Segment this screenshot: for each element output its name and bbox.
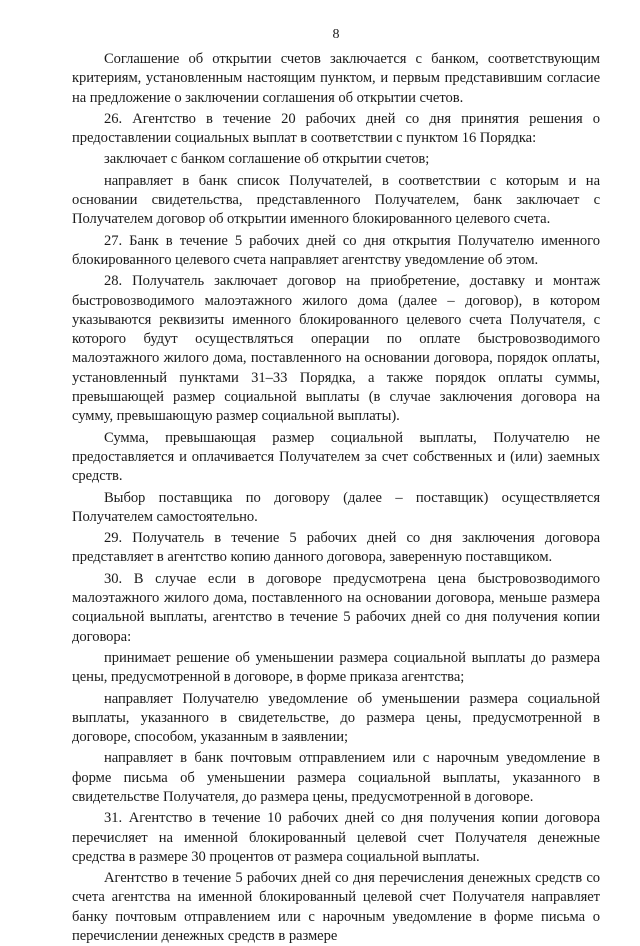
paragraph-item-29: 29. Получатель в течение 5 рабочих дней со дня заключения договора представляет в агентство копию данного договора, заверенную поставщиком. [72, 530, 600, 566]
paragraph-item-30-notify-bank: направляет в банк почтовым отправлением или с нарочным уведомление в форме письма об уменьшении размера социальной выплаты, указанного в свидетельстве Получателя, до размера цены, предусмотренной в договоре. [72, 750, 600, 805]
paragraph-supplier-choice: Выбор поставщика по договору (далее – поставщик) осуществляется Получателем самостоятельно. [72, 489, 600, 525]
paragraph-item-30-notify-recipient: направляет Получателю уведомление об уменьшении размера социальной выплаты, указанного в свидетельстве, до размера цены, предусмотренной в договоре, способом, указанным в заявлении; [72, 690, 600, 746]
paragraph-bank-agreement: Соглашение об открытии счетов заключается с банком, соответствующим критериям, установленным настоящим пунктом, и первым представившим согласие на предложение о заключении соглашения об открытии счетов. [72, 51, 600, 106]
page-number: 8 [332, 27, 340, 42]
paragraph-item-31: 31. Агентство в течение 10 рабочих дней со дня получения копии договора перечисляет на именной блокированный целевой счет Получателя денежные средства в размере 30 процентов от размера социальной выплаты. [72, 810, 600, 865]
paragraph-item-27: 27. Банк в течение 5 рабочих дней со дня открытия Получателю именного блокированного целевого счета направляет агентству уведомление об этом. [72, 232, 600, 268]
paragraph-item-30-decision: принимает решение об уменьшении размера социальной выплаты до размера цены, предусмотренной в договоре, в форме приказа агентства; [72, 649, 600, 686]
paragraph-item-26-sends-list: направляет в банк список Получателей, в соответствии с которым и на основании свидетельства, представленного Получателем, банк заключает с Получателем договор об открытии именного блокированного целевого счета. [72, 172, 600, 228]
paragraph-item-30: 30. В случае если в договоре предусмотрена цена быстровозводимого малоэтажного жилого дома, поставленного на основании договора, меньше размера социальной выплаты, агентство в течение 5 рабочих дней со дня получения копии договора: [72, 570, 600, 645]
paragraph-item-26: 26. Агентство в течение 20 рабочих дней со дня принятия решения о предоставлении социальных выплат в соответствии с пунктом 16 Порядка: [72, 110, 600, 147]
paragraph-item-28: 28. Получатель заключает договор на приобретение, доставку и монтаж быстровозводимого малоэтажного жилого дома (далее – договор), в котором указываются реквизиты именного блокированного целевого счета Получателя, с которого будут осуществляться операции по оплате быстровозводимого малоэтажного жилого дома, поставленного на основании договора, порядок оплаты, установленный пунктами 31–33 Порядка, а также порядок оплаты суммы, превышающей размер социальной выплаты (в случае заключения договора на сумму, превышающую размер социальной выплаты). [72, 273, 600, 425]
paragraph-item-31-notice: Агентство в течение 5 рабочих дней со дня перечисления денежных средств со счета агентства на именной блокированный целевой счет Получателя направляет банку почтовым отправлением или с нарочным уведомление в форме письма о перечислении денежных средств в размере [72, 870, 600, 945]
paragraph-excess-amount: Сумма, превышающая размер социальной выплаты, Получателю не предоставляется и оплачивается Получателем за счет собственных и (или) заемных средств. [72, 429, 600, 485]
paragraph-item-26-concludes: заключает с банком соглашение об открытии счетов; [104, 151, 430, 168]
